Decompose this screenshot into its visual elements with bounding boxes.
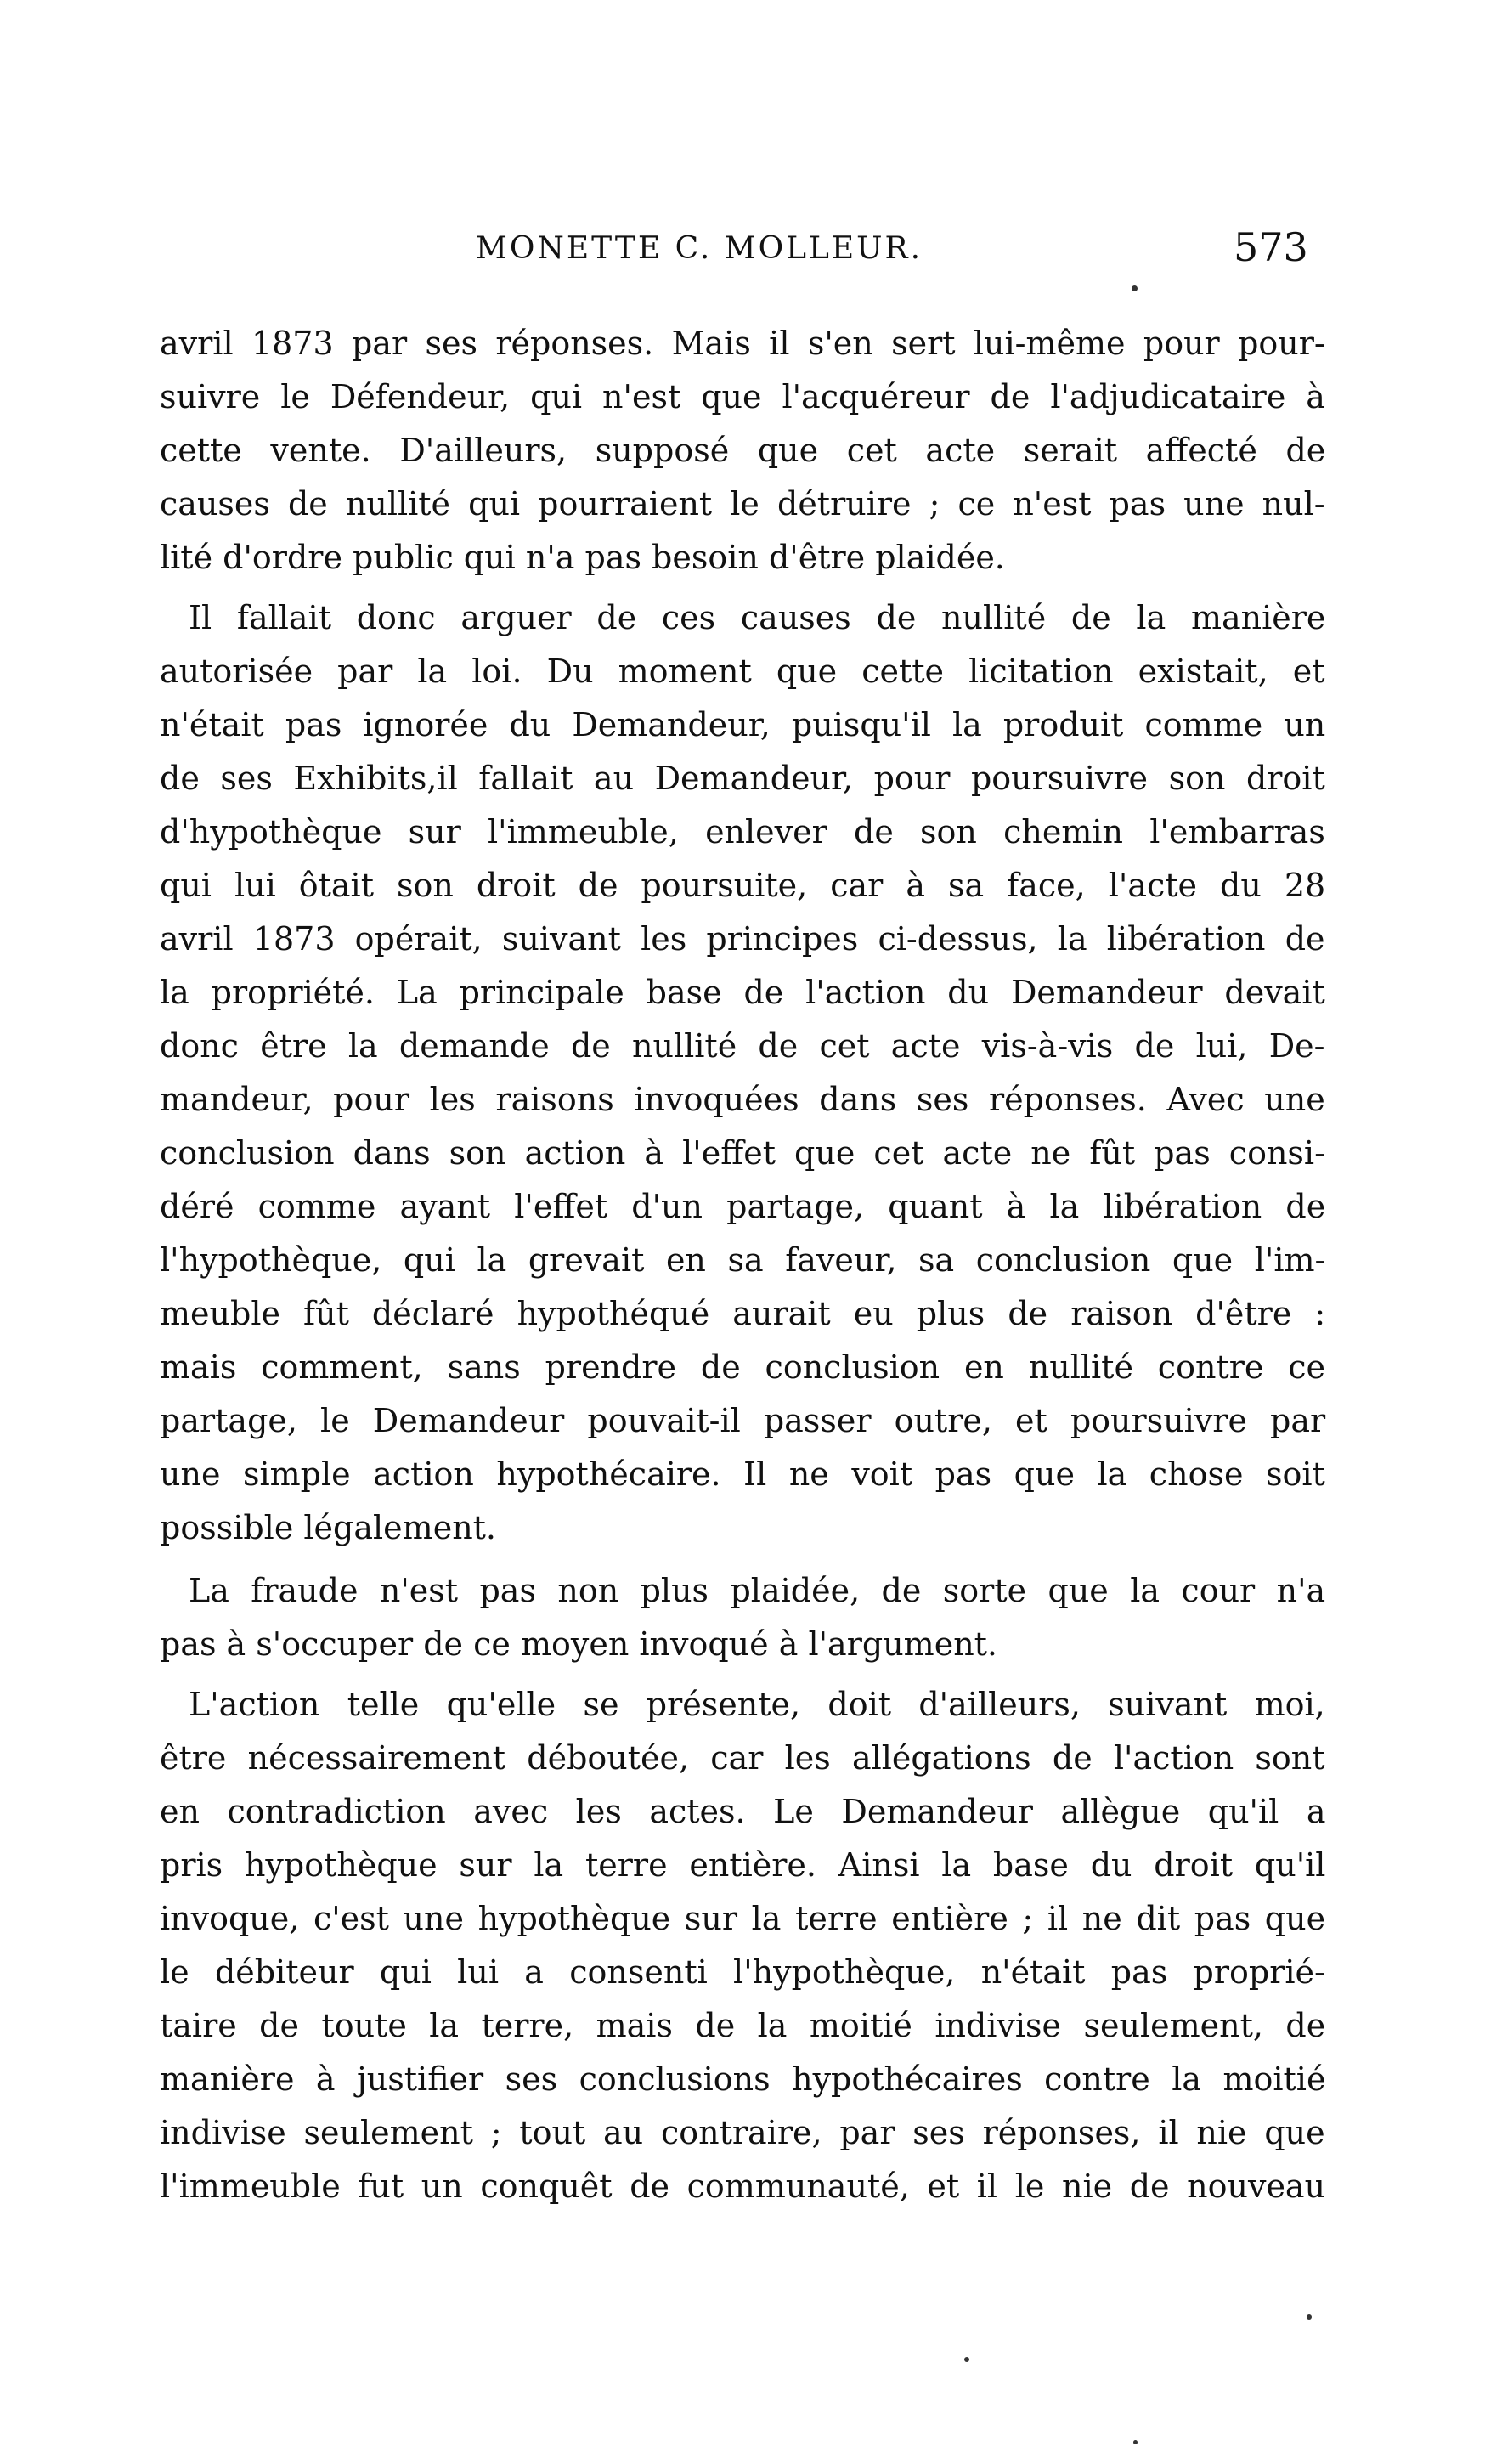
text-line: invoque, c'est une hypothèque sur la terre entière ; il ne dit pas que [160,1900,1326,1937]
text-line: causes de nullité qui pourraient le détruire ; ce n'est pas une nul- [160,485,1325,523]
text-line: autorisée par la loi. Du moment que cette licitation existait, et [160,653,1325,690]
text-line: pas à s'occuper de ce moyen invoqué à l'argument. [160,1625,998,1663]
text-line: déré comme ayant l'effet d'un partage, quant à la libération de [160,1188,1326,1225]
text-line: manière à justifier ses conclusions hypothécaires contre la moitié [160,2060,1326,2098]
text-line: l'immeuble fut un conquêt de communauté, et il le nie de nouveau [160,2167,1326,2205]
text-line: avril 1873 par ses réponses. Mais il s'en sert lui-même pour pour- [160,325,1325,362]
page-number: 573 [1234,224,1308,270]
text-line: cette vente. D'ailleurs, supposé que cet acte serait affecté de [160,432,1326,469]
text-line: conclusion dans son action à l'effet que cet acte ne fût pas consi- [160,1134,1325,1172]
text-line: pris hypothèque sur la terre entière. Ainsi la base du droit qu'il [160,1846,1326,1884]
text-line: partage, le Demandeur pouvait-il passer outre, et poursuivre par [160,1402,1326,1439]
text-line: possible légalement. [160,1509,497,1546]
text-line: meuble fût déclaré hypothéqué aurait eu plus de raison d'être : [160,1295,1326,1332]
text-line: La fraude n'est pas non plus plaidée, de sorte que la cour n'a [189,1572,1326,1609]
text-line: d'hypothèque sur l'immeuble, enlever de son chemin l'embarras [160,813,1325,851]
text-line: être nécessairement déboutée, car les allégations de l'action sont [160,1739,1325,1777]
text-line: qui lui ôtait son droit de poursuite, car à sa face, l'acte du 28 [160,867,1326,904]
text-line: le débiteur qui lui a consenti l'hypothèque, n'était pas proprié- [160,1953,1325,1991]
text-line: donc être la demande de nullité de cet acte vis-à-vis de lui, De- [160,1027,1325,1065]
running-title: MONETTE C. MOLLEUR. [476,231,923,266]
text-line: la propriété. La principale base de l'action du Demandeur devait [160,974,1325,1011]
scan-speck [964,2357,969,2362]
scan-speck [1132,285,1138,291]
text-line: L'action telle qu'elle se présente, doit d'ailleurs, suivant moi, [189,1686,1325,1723]
text-line: suivre le Défendeur, qui n'est que l'acquéreur de l'adjudicataire à [160,378,1325,415]
text-line: mais comment, sans prendre de conclusion en nullité contre ce [160,1348,1325,1386]
scan-speck [1133,2440,1138,2444]
text-line: une simple action hypothécaire. Il ne voit pas que la chose soit [160,1455,1325,1493]
scan-speck [1307,2314,1312,2320]
text-line: lité d'ordre public qui n'a pas besoin d'être plaidée. [160,539,1005,576]
text-line: n'était pas ignorée du Demandeur, puisqu'il la produit comme un [160,706,1326,743]
text-line: de ses Exhibits,il fallait au Demandeur, pour poursuivre son droit [160,760,1325,797]
text-line: taire de toute la terre, mais de la moitié indivise seulement, de [160,2007,1326,2044]
text-line: en contradiction avec les actes. Le Demandeur allègue qu'il a [160,1793,1326,1830]
text-line: Il fallait donc arguer de ces causes de nullité de la manière [189,599,1326,636]
text-line: mandeur, pour les raisons invoquées dans ses réponses. Avec une [160,1081,1325,1118]
text-line: l'hypothèque, qui la grevait en sa faveur, sa conclusion que l'im- [160,1241,1326,1279]
text-line: indivise seulement ; tout au contraire, par ses réponses, il nie que [160,2114,1325,2151]
text-line: avril 1873 opérait, suivant les principes ci-dessus, la libération de [160,920,1325,958]
